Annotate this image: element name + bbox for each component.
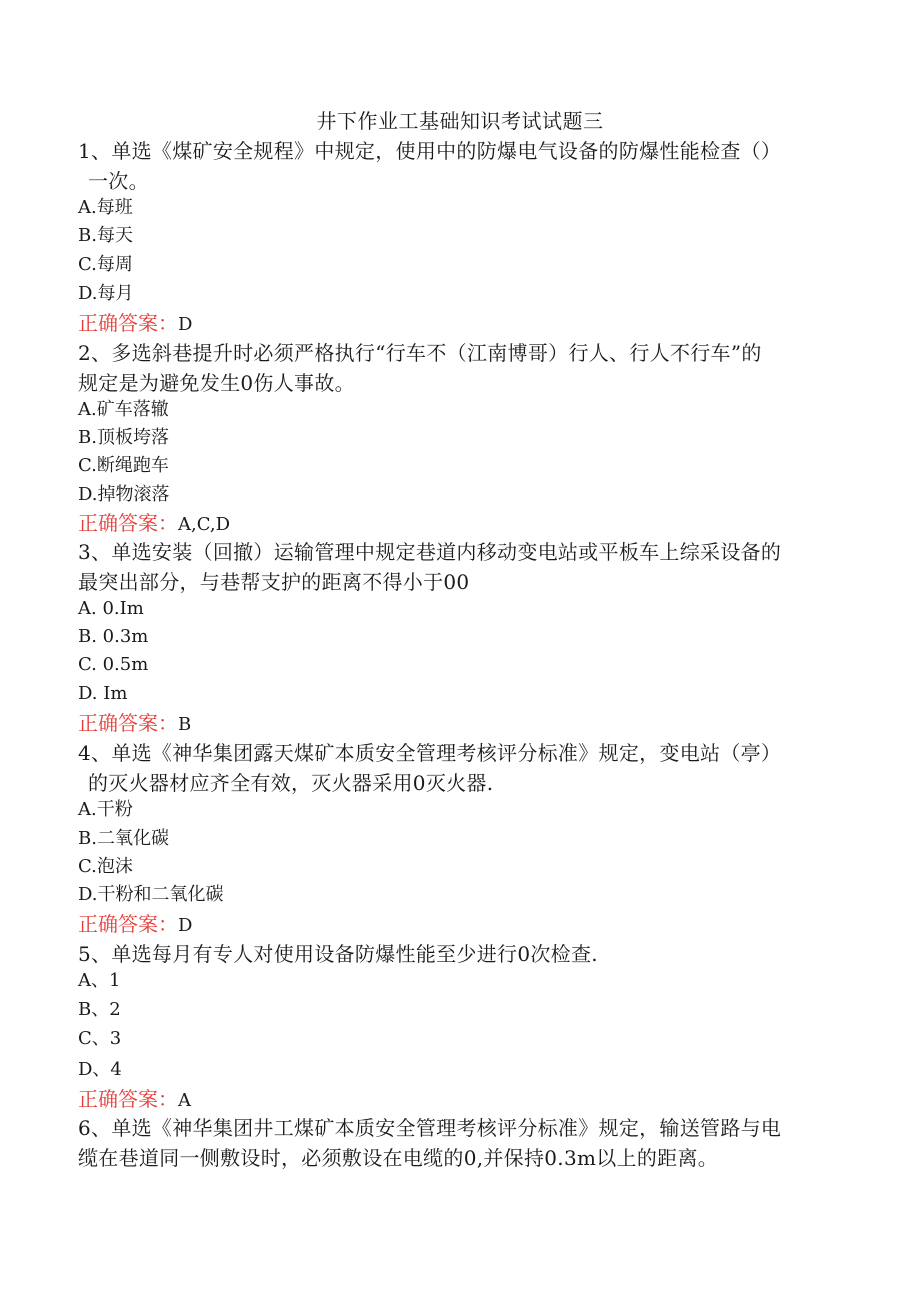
question-3-option-d: D. Im [78,683,128,704]
answer-label: 正确答案： [78,311,178,335]
question-1-option-c: C.每周 [78,254,133,275]
question-3-option-b: B. 0.3m [78,626,149,647]
question-2-option-c: C.断绳跑车 [78,455,169,476]
question-2-option-b: B.顶板垮落 [78,427,169,448]
question-3-text [78,537,838,597]
question-2-option-d: D.掉物滚落 [78,484,170,505]
question-6-text [78,1113,838,1173]
question-4-text [78,738,838,798]
question-5-line-1: 5、单选每月有专人对使用设备防爆性能至少进行0次检查. [78,942,598,966]
answer-label: 正确答案： [78,1087,178,1111]
question-3-option-a: A. 0.Im [78,598,144,619]
question-3-line-1: 3、单选安装（回撤）运输管理中规定巷道内移动变电站或平板车上综采设备的 [78,540,782,564]
question-4-answer [78,910,192,940]
question-6-line-1: 6、单选《神华集团井工煤矿本质安全管理考核评分标准》规定，输送管路与电 [78,1116,782,1140]
question-2-text [78,338,838,398]
question-4-option-a: A.干粉 [78,799,133,820]
question-2-line-2: 规定是为避免发生0伤人事故。 [78,371,355,395]
question-1-line-2: 一次。 [88,169,149,193]
question-1-option-b: B.每天 [78,225,133,246]
question-2-option-a: A.矿车落辙 [78,399,169,420]
answer-value: A [178,1090,191,1111]
question-1-line-1: 1、单选《煤矿安全规程》中规定，使用中的防爆电气设备的防爆性能检查（） [78,139,782,163]
question-5-option-d: D、4 [78,1059,122,1080]
answer-label: 正确答案： [78,711,178,735]
question-4-option-b: B.二氧化碳 [78,828,169,849]
answer-value: B [178,714,192,735]
question-1-answer [78,309,192,339]
question-6-line-2: 缆在巷道同一侧敷设时，必须敷设在电缆的0,并保持0.3m以上的距离。 [78,1146,719,1170]
question-1-option-d: D.每月 [78,283,134,304]
document-title: 井下作业工基础知识考试试题三 [316,109,604,133]
question-1-text [78,136,838,196]
answer-value: D [178,915,193,936]
question-5-text [78,939,838,969]
question-5-option-a: A、1 [78,970,121,991]
question-3-line-2: 最突出部分，与巷帮支护的距离不得小于00 [78,570,470,594]
question-4-line-2: 的灭火器材应齐全有效，灭火器采用0灭火器. [88,771,494,795]
question-5-option-b: B、2 [78,999,121,1020]
question-4-line-1: 4、单选《神华集团露天煤矿本质安全管理考核评分标准》规定，变电站（亭） [78,741,782,765]
question-3-option-c: C. 0.5m [78,654,149,675]
question-1-option-a: A.每班 [78,197,133,218]
answer-label: 正确答案： [78,511,178,535]
question-4-option-d: D.干粉和二氧化碳 [78,884,224,905]
question-4-option-c: C.泡沫 [78,856,133,877]
answer-value: A,C,D [178,514,231,535]
question-3-answer [78,709,191,739]
answer-value: D [178,314,193,335]
answer-label: 正确答案： [78,912,178,936]
question-2-line-1: 2、多选斜巷提升时必须严格执行“行车不（江南博哥）行人、行人不行车”的 [78,341,762,365]
question-5-answer [78,1085,191,1115]
question-2-answer [78,509,230,539]
question-5-option-c: C、3 [78,1028,122,1049]
